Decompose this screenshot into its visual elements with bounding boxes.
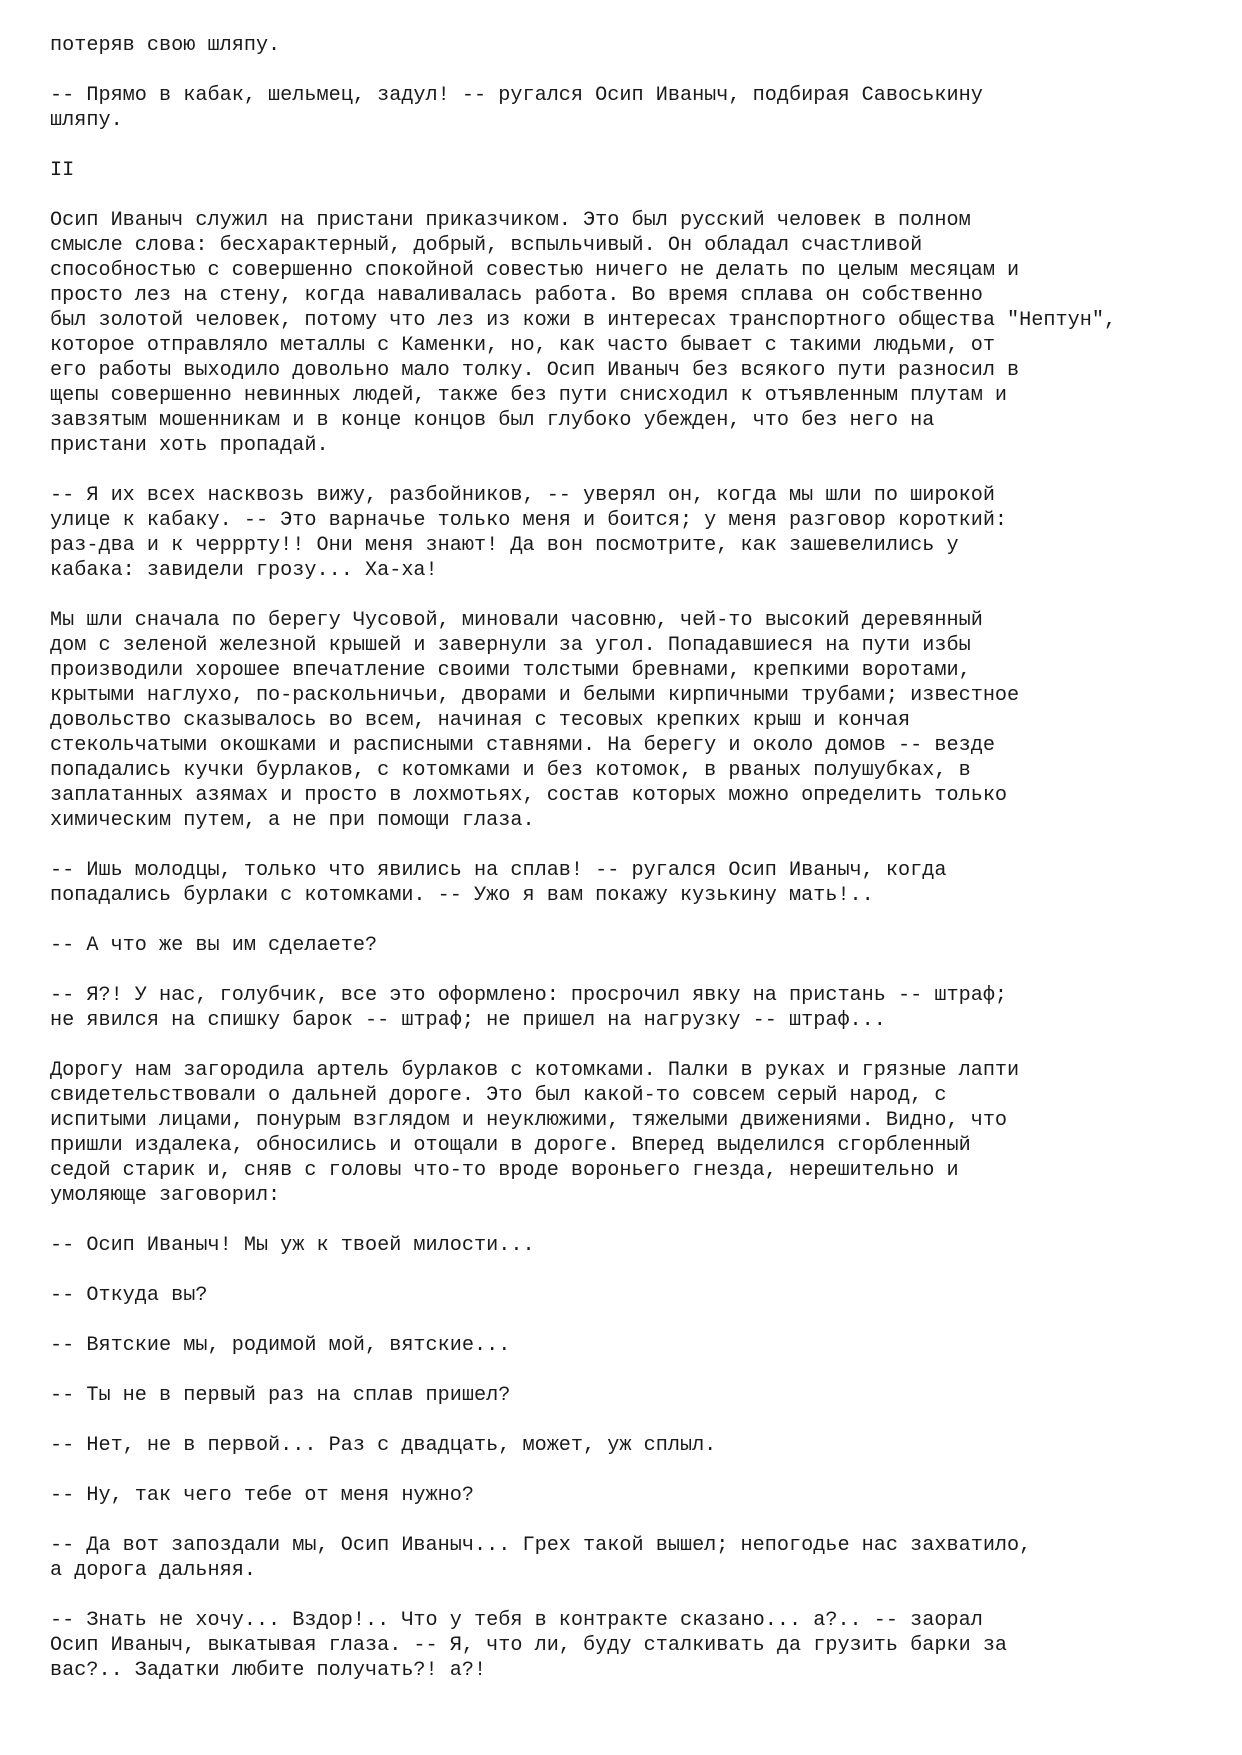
text-line: -- Ты не в первый раз на сплав пришел? bbox=[50, 1384, 511, 1407]
text-line: умоляюще заговорил: bbox=[50, 1184, 281, 1207]
text-line: вас?.. Задатки любите получать?! а?! bbox=[50, 1659, 487, 1682]
text-line: химическим путем, а не при помощи глаза. bbox=[50, 809, 535, 832]
text-line: попадались бурлаки с котомками. -- Ужо я вам покажу кузькину мать!.. bbox=[50, 884, 874, 907]
paragraph bbox=[50, 1483, 1230, 1508]
paragraph-gap bbox=[50, 1033, 1230, 1058]
paragraph bbox=[50, 1283, 1230, 1308]
paragraph bbox=[50, 83, 1230, 133]
text-line: Дорогу нам загородила артель бурлаков с котомками. Палки в руках и грязные лапти bbox=[50, 1059, 1020, 1082]
text-line: Мы шли сначала по берегу Чусовой, миновали часовню, чей-то высокий деревянный bbox=[50, 609, 983, 632]
paragraph bbox=[50, 858, 1230, 908]
text-line: завзятым мошенникам и в конце концов был глубоко убежден, что без него на bbox=[50, 409, 935, 432]
paragraph bbox=[50, 208, 1230, 458]
paragraph-gap bbox=[50, 1358, 1230, 1383]
paragraph-gap bbox=[50, 1258, 1230, 1283]
paragraph-gap bbox=[50, 908, 1230, 933]
text-line: улице к кабаку. -- Это варначье только меня и боится; у меня разговор короткий: bbox=[50, 509, 1008, 532]
paragraph bbox=[50, 1058, 1230, 1208]
paragraph bbox=[50, 1383, 1230, 1408]
paragraph bbox=[50, 483, 1230, 583]
text-line: крытыми наглухо, по-раскольничьи, дворами и белыми кирпичными трубами; известное bbox=[50, 684, 1020, 707]
text-line: -- Откуда вы? bbox=[50, 1284, 208, 1307]
text-line: II bbox=[50, 159, 75, 182]
text-line: просто лез на стену, когда наваливалась работа. Во время сплава он собственно bbox=[50, 284, 983, 307]
text-line: потеряв свою шляпу. bbox=[50, 34, 281, 57]
text-line: заплатанных азямах и просто в лохмотьях, состав которых можно определить только bbox=[50, 784, 1008, 807]
text-line: которое отправляло металлы с Каменки, но, как часто бывает с такими людьми, от bbox=[50, 334, 995, 357]
paragraph-gap bbox=[50, 1308, 1230, 1333]
text-line: -- Да вот запоздали мы, Осип Иваныч... Грех такой вышел; непогодье нас захватило, bbox=[50, 1534, 1032, 1557]
text-line: -- Нет, не в первой... Раз с двадцать, может, уж сплыл. bbox=[50, 1434, 717, 1457]
paragraph-gap bbox=[50, 1508, 1230, 1533]
paragraph bbox=[50, 1533, 1230, 1583]
paragraph bbox=[50, 983, 1230, 1033]
text-line: довольство сказывалось во всем, начиная с тесовых крепких крыш и кончая bbox=[50, 709, 911, 732]
text-line: смысле слова: бесхарактерный, добрый, вспыльчивый. Он обладал счастливой bbox=[50, 234, 923, 257]
paragraph-gap bbox=[50, 833, 1230, 858]
text-line: производили хорошее впечатление своими толстыми бревнами, крепкими воротами, bbox=[50, 659, 971, 682]
paragraph-gap bbox=[50, 1408, 1230, 1433]
text-line: -- Вятские мы, родимой мой, вятские... bbox=[50, 1334, 511, 1357]
paragraph bbox=[50, 608, 1230, 833]
text-line: свидетельствовали о дальней дороге. Это был какой-то совсем серый народ, с bbox=[50, 1084, 947, 1107]
text-line: -- Прямо в кабак, шельмец, задул! -- ругался Осип Иваныч, подбирая Савоськину bbox=[50, 84, 983, 107]
paragraph-gap bbox=[50, 183, 1230, 208]
paragraph bbox=[50, 1608, 1230, 1683]
text-line: -- Знать не хочу... Вздор!.. Что у тебя в контракте сказано... а?.. -- заорал bbox=[50, 1609, 983, 1632]
paragraph bbox=[50, 158, 1230, 183]
text-line: раз-два и к черррту!! Они меня знают! Да вон посмотрите, как зашевелились у bbox=[50, 534, 959, 557]
document-page bbox=[50, 33, 1230, 1683]
paragraph-gap bbox=[50, 58, 1230, 83]
text-line: -- Ну, так чего тебе от меня нужно? bbox=[50, 1484, 475, 1507]
paragraph bbox=[50, 1333, 1230, 1358]
text-line: -- Ишь молодцы, только что явились на сплав! -- ругался Осип Иваныч, когда bbox=[50, 859, 947, 882]
paragraph-gap bbox=[50, 133, 1230, 158]
text-line: был золотой человек, потому что лез из кожи в интересах транспортного общества "Нептун", bbox=[50, 309, 1117, 332]
text-line: шляпу. bbox=[50, 109, 123, 132]
text-line: кабака: завидели грозу... Ха-ха! bbox=[50, 559, 438, 582]
text-line: не явился на спишку барок -- штраф; не пришел на нагрузку -- штраф... bbox=[50, 1009, 886, 1032]
text-line: седой старик и, сняв с головы что-то вроде вороньего гнезда, нерешительно и bbox=[50, 1159, 959, 1182]
paragraph-gap bbox=[50, 1458, 1230, 1483]
text-line: Осип Иваныч служил на пристани приказчиком. Это был русский человек в полном bbox=[50, 209, 971, 232]
text-line: щепы совершенно невинных людей, также без пути снисходил к отъявленным плутам и bbox=[50, 384, 1008, 407]
paragraph bbox=[50, 933, 1230, 958]
text-line: пристани хоть пропадай. bbox=[50, 434, 329, 457]
text-line: попадались кучки бурлаков, с котомками и без котомок, в рваных полушубках, в bbox=[50, 759, 971, 782]
text-line: -- Я их всех насквозь вижу, разбойников, -- уверял он, когда мы шли по широкой bbox=[50, 484, 995, 507]
text-line: -- Осип Иваныч! Мы уж к твоей милости... bbox=[50, 1234, 535, 1257]
paragraph bbox=[50, 1433, 1230, 1458]
text-line: -- Я?! У нас, голубчик, все это оформлено: просрочил явку на пристань -- штраф; bbox=[50, 984, 1008, 1007]
paragraph-gap bbox=[50, 458, 1230, 483]
paragraph-gap bbox=[50, 958, 1230, 983]
paragraph-gap bbox=[50, 1583, 1230, 1608]
paragraph bbox=[50, 1233, 1230, 1258]
text-line: -- А что же вы им сделаете? bbox=[50, 934, 378, 957]
text-line: испитыми лицами, понурым взглядом и неуклюжими, тяжелыми движениями. Видно, что bbox=[50, 1109, 1008, 1132]
paragraph-gap bbox=[50, 1208, 1230, 1233]
paragraph bbox=[50, 33, 1230, 58]
paragraph-gap bbox=[50, 583, 1230, 608]
text-line: Осип Иваныч, выкатывая глаза. -- Я, что ли, буду сталкивать да грузить барки за bbox=[50, 1634, 1008, 1657]
text-line: способностью с совершенно спокойной совестью ничего не делать по целым месяцам и bbox=[50, 259, 1020, 282]
text-line: дом с зеленой железной крышей и завернули за угол. Попадавшиеся на пути избы bbox=[50, 634, 971, 657]
text-line: пришли издалека, обносились и отощали в дороге. Вперед выделился сгорбленный bbox=[50, 1134, 971, 1157]
text-line: стекольчатыми окошками и расписными ставнями. На берегу и около домов -- везде bbox=[50, 734, 995, 757]
text-line: а дорога дальняя. bbox=[50, 1559, 256, 1582]
text-line: его работы выходило довольно мало толку. Осип Иваныч без всякого пути разносил в bbox=[50, 359, 1020, 382]
